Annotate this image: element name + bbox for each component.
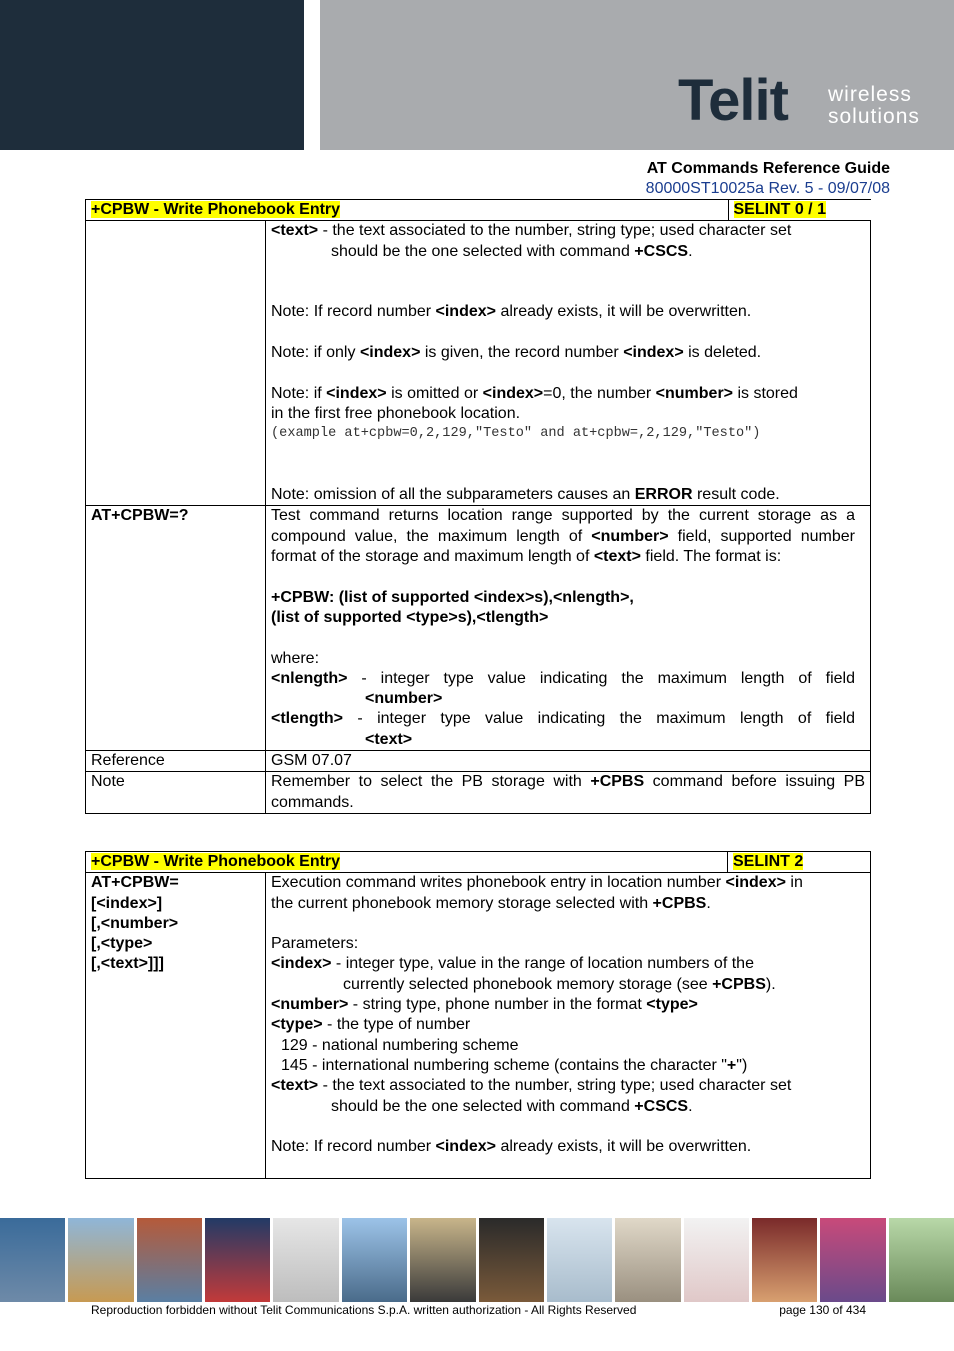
footer-photo (820, 1218, 885, 1302)
note-label: Note (86, 772, 266, 814)
test-command-desc: Test command returns location range supported by the current storage as a compound value, the maximum length of <number> field, supported number format of the storage and maximum length of <text> field. The format is: +CPBW: (list of supported <index>s),<nlength>, (list of supported <type>s),<tlength> where: <nlength> - integer type value indicating the maximum length of field <number> <tlength> - integer type value indicating the maximum length of field <text> (266, 506, 871, 751)
footer-photo (205, 1218, 270, 1302)
reference-value: GSM 07.07 (266, 751, 871, 772)
footer-photo (68, 1218, 133, 1302)
table-row (86, 506, 871, 751)
command-table-selint2 (85, 851, 871, 1179)
exec-command-desc: Execution command writes phonebook entry in location number <index> in the current phonebook memory storage selected with +CPBS. Parameters: <index> - integer type, value in the range of location numbers of the currently selected phonebook memory storage (see +CPBS). <number> - string type, phone number in the format <type> <type> - the type of number 129 - national numbering scheme 145 - international numbering scheme (contains the character "+") <text> - the text associated to the number, string type; used character set should be the one selected with command +CSCS. Note: If record number <index> already exists, it will be overwritten. (266, 873, 871, 1179)
logo-tagline (828, 84, 920, 128)
doc-title-block (646, 159, 890, 199)
selint-badge: SELINT 2 (733, 853, 804, 870)
header-dark-panel (0, 0, 304, 150)
footer-photo (615, 1218, 680, 1302)
table-header-row (86, 852, 871, 873)
doc-title: AT Commands Reference Guide (646, 160, 890, 177)
command-table-selint01 (85, 199, 871, 814)
telit-logo (678, 52, 938, 132)
example-code: (example at+cpbw=0,2,129,"Testo" and at+cpbw=,2,129,"Testo") (271, 426, 761, 442)
footer-photo (889, 1218, 954, 1302)
footer-photo (547, 1218, 612, 1302)
continuation-cell: <text> - the text associated to the number, string type; used character set should be the one selected with command +CSCS. Note: If record number <index> already exists, it will be overwritten. Note: if only <index> is given, the record number <index> is deleted. Note: if <index> is omitted or <index>=0, the number <number> is stored in the first free phonebook location. (example at+cpbw=0,2,129,"Testo" and at+cpbw=,2,129,"Testo") Note: omission of all the subparameters causes an ERROR result code. (266, 221, 871, 506)
footer-photo-strip (0, 1218, 954, 1302)
page-number: page 130 of 434 (779, 1303, 866, 1317)
table-header-row (86, 200, 871, 221)
footer-photo (684, 1218, 749, 1302)
footer-photo (273, 1218, 338, 1302)
footer-photo (137, 1218, 202, 1302)
footer (91, 1303, 866, 1317)
footer-photo (752, 1218, 817, 1302)
table-row (86, 751, 871, 772)
footer-photo (0, 1218, 65, 1302)
table-row (86, 221, 871, 506)
reference-label: Reference (86, 751, 266, 772)
note-value: Remember to select the PB storage with +CPBS command before issuing PB commands. (266, 772, 871, 814)
exec-command-label: AT+CPBW= [<index>] [,<number> [,<type> [,<text>]]] (86, 873, 266, 1179)
doc-revision: 80000ST10025a Rev. 5 - 09/07/08 (645, 180, 890, 197)
table-title: +CPBW - Write Phonebook Entry (91, 853, 341, 870)
footer-photo (342, 1218, 407, 1302)
footer-photo (479, 1218, 544, 1302)
logo-brand: Telit (678, 68, 788, 133)
logo-tag-wireless: wireless (828, 83, 912, 106)
selint-badge: SELINT 0 / 1 (733, 201, 826, 218)
test-command-label: AT+CPBW=? (86, 506, 266, 751)
logo-tag-solutions: solutions (828, 105, 920, 128)
table-row (86, 873, 871, 1179)
footer-copyright: Reproduction forbidden without Telit Communications S.p.A. written authorization - All Rights Reserved (91, 1303, 637, 1317)
footer-photo (410, 1218, 475, 1302)
table-title: +CPBW - Write Phonebook Entry (91, 201, 341, 218)
table-row (86, 772, 871, 814)
